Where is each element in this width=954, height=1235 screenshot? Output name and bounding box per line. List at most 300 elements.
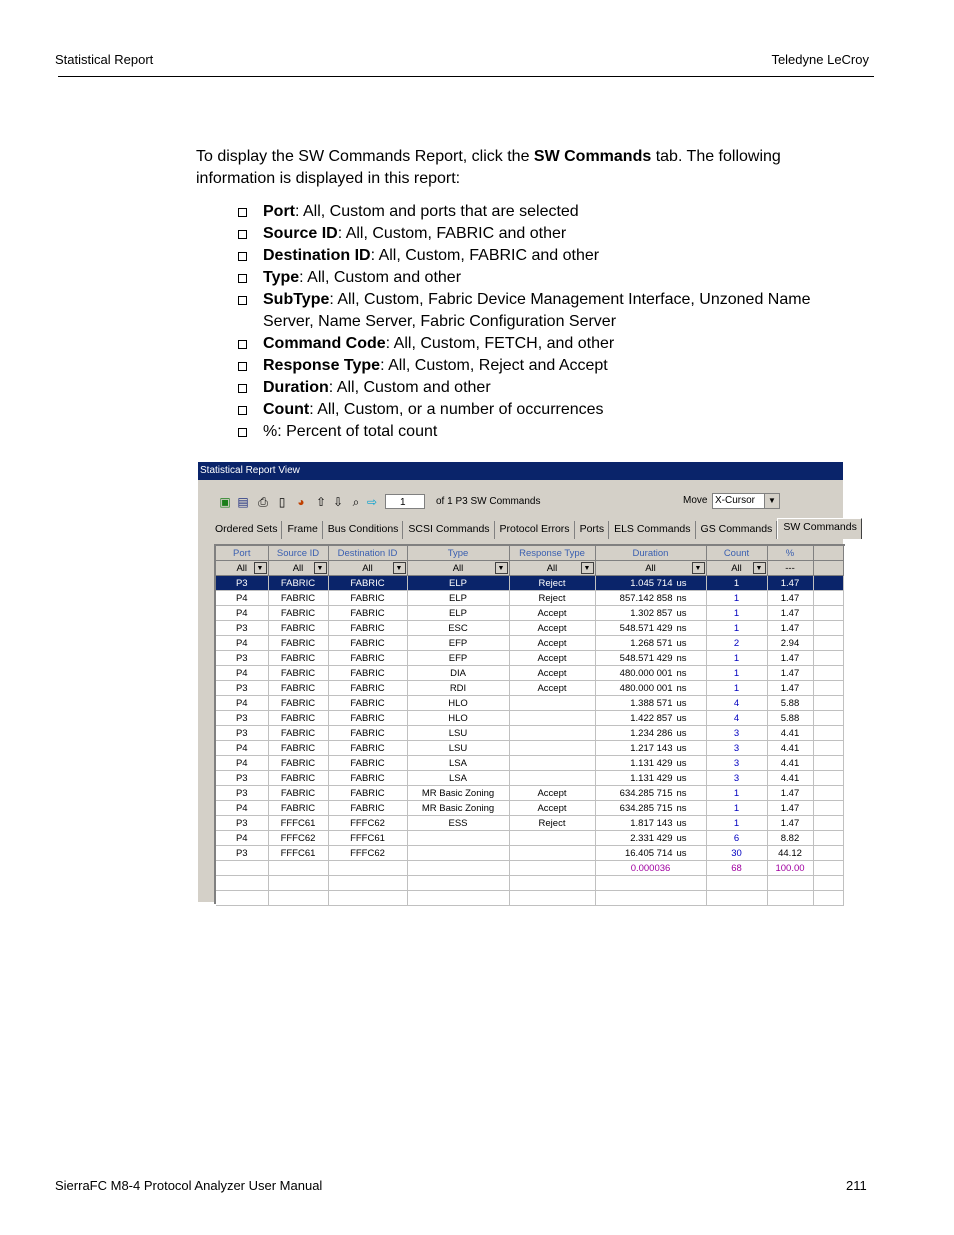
cell-empty (813, 606, 843, 621)
table-row[interactable] (216, 831, 843, 846)
cell-source-id: FABRIC (268, 696, 328, 711)
page-of-label: of 1 P3 SW Commands (436, 496, 541, 507)
cell-destination-id: FABRIC (328, 696, 407, 711)
tab-ports[interactable]: Ports (575, 521, 610, 539)
cell-type: EFP (407, 651, 509, 666)
cell-port: P3 (216, 576, 268, 591)
cell-port: P4 (216, 591, 268, 606)
color-settings-icon[interactable]: ◕ (297, 495, 305, 509)
cell-percent: 1.47 (767, 651, 813, 666)
cell-source-id: FABRIC (268, 726, 328, 741)
checkbox-bullet-icon (238, 252, 247, 261)
filter-value: All (546, 562, 558, 574)
checkbox-bullet-icon (238, 406, 247, 415)
cell-empty (813, 816, 843, 831)
cell-port: P3 (216, 651, 268, 666)
cell-type: ESC (407, 621, 509, 636)
cell-type: RDI (407, 681, 509, 696)
duration-unit: us (676, 772, 687, 784)
duration-unit: ns (676, 667, 687, 679)
table-row[interactable] (216, 816, 843, 831)
cell-duration (595, 726, 706, 741)
cell-response-type: Accept (509, 786, 595, 801)
cell-percent: 1.47 (767, 801, 813, 816)
cell-count: 6 (706, 831, 767, 846)
cell-duration (595, 801, 706, 816)
field-list-item (238, 333, 848, 355)
column-header[interactable]: Port (216, 546, 268, 561)
total-duration: 0.000036 (595, 861, 706, 876)
cell-count: 1 (706, 621, 767, 636)
cell-type: LSU (407, 726, 509, 741)
cell-duration (595, 696, 706, 711)
cell-port: P4 (216, 636, 268, 651)
cell-source-id: FFFC62 (268, 831, 328, 846)
cell-duration (595, 606, 706, 621)
table-row[interactable] (216, 786, 843, 801)
duration-value: 1.388 571 (630, 697, 673, 709)
field-term: Destination ID (263, 247, 371, 264)
cell-port: P3 (216, 771, 268, 786)
table-row[interactable] (216, 666, 843, 681)
cell-port: P3 (216, 711, 268, 726)
report-tabs (210, 520, 862, 538)
page-number: 211 (846, 1178, 867, 1193)
tab-gs-commands[interactable]: GS Commands (696, 521, 778, 539)
total-empty (268, 861, 328, 876)
empty-cell (706, 876, 767, 891)
cell-port: P3 (216, 816, 268, 831)
field-term: Port (263, 203, 295, 220)
duration-value: 1.131 429 (630, 772, 673, 784)
tab-bus-conditions[interactable]: Bus Conditions (323, 521, 404, 539)
column-header[interactable]: Type (407, 546, 509, 561)
empty-cell (813, 876, 843, 891)
empty-cell (813, 891, 843, 906)
duration-value: 634.285 715 (619, 787, 673, 799)
cell-type (407, 846, 509, 861)
table-row[interactable] (216, 801, 843, 816)
empty-cell (328, 891, 407, 906)
cell-empty (813, 621, 843, 636)
empty-cell (767, 876, 813, 891)
cell-destination-id: FABRIC (328, 801, 407, 816)
filter-value: All (731, 562, 742, 574)
cell-type: ELP (407, 576, 509, 591)
tab-els-commands[interactable]: ELS Commands (609, 521, 695, 539)
table-row[interactable] (216, 621, 843, 636)
column-header[interactable]: % (767, 546, 813, 561)
table-row[interactable] (216, 696, 843, 711)
cell-percent: 4.41 (767, 726, 813, 741)
cell-duration (595, 831, 706, 846)
cell-percent: 2.94 (767, 636, 813, 651)
total-row (216, 861, 843, 876)
cell-type: MR Basic Zoning (407, 786, 509, 801)
cell-percent: 1.47 (767, 681, 813, 696)
total-empty (509, 861, 595, 876)
cell-source-id: FABRIC (268, 681, 328, 696)
checkbox-bullet-icon (238, 362, 247, 371)
field-list-item (238, 399, 848, 421)
filter-empty (813, 561, 843, 576)
table-row[interactable] (216, 681, 843, 696)
field-list-item (238, 421, 848, 443)
duration-unit: ns (676, 787, 687, 799)
cell-destination-id: FABRIC (328, 681, 407, 696)
move-select-value: X-Cursor (715, 495, 756, 506)
duration-unit: us (676, 577, 687, 589)
field-description: : All, Custom, FETCH, and other (385, 335, 615, 352)
cell-count: 1 (706, 681, 767, 696)
cell-source-id: FABRIC (268, 621, 328, 636)
checkbox-bullet-icon (238, 340, 247, 349)
cell-source-id: FFFC61 (268, 846, 328, 861)
duration-unit: us (676, 697, 687, 709)
report-grid (214, 544, 845, 904)
empty-row (216, 876, 843, 891)
tab-sw-commands[interactable]: SW Commands (777, 518, 862, 539)
cell-percent: 4.41 (767, 771, 813, 786)
column-header-row (216, 546, 843, 561)
empty-row (216, 891, 843, 906)
cell-count: 4 (706, 696, 767, 711)
cell-port: P3 (216, 786, 268, 801)
field-list (238, 201, 848, 443)
duration-value: 634.285 715 (619, 802, 673, 814)
excel-export-icon[interactable]: ▣ (219, 495, 231, 509)
total-empty (813, 861, 843, 876)
field-description: : All, Custom, FABRIC and other (337, 225, 567, 242)
column-filter[interactable] (407, 561, 509, 576)
duration-value: 1.817 143 (630, 817, 673, 829)
cell-duration (595, 771, 706, 786)
chevron-down-icon[interactable]: ▼ (495, 562, 508, 574)
cell-response-type (509, 726, 595, 741)
duration-value: 1.217 143 (630, 742, 673, 754)
total-empty (328, 861, 407, 876)
cell-empty (813, 831, 843, 846)
column-filter[interactable] (767, 561, 813, 576)
save-icon[interactable]: ▤ (237, 495, 249, 509)
cell-empty (813, 741, 843, 756)
field-description: : All, Custom and ports that are selected (295, 203, 579, 220)
duration-value: 857.142 858 (619, 592, 673, 604)
cell-type: HLO (407, 696, 509, 711)
total-count: 68 (706, 861, 767, 876)
cell-percent: 1.47 (767, 816, 813, 831)
empty-cell (595, 876, 706, 891)
chevron-down-icon[interactable]: ▼ (393, 562, 406, 574)
column-filter[interactable] (328, 561, 407, 576)
cell-duration (595, 786, 706, 801)
tab-frame[interactable]: Frame (282, 521, 322, 539)
cell-port: P3 (216, 681, 268, 696)
duration-value: 16.405 714 (624, 847, 673, 859)
table-row[interactable] (216, 741, 843, 756)
cell-percent: 44.12 (767, 846, 813, 861)
intro-paragraph (196, 146, 836, 190)
arrow-down-icon[interactable]: ⇩ (332, 495, 344, 509)
field-description: : All, Custom and other (328, 379, 491, 396)
column-header[interactable]: Response Type (509, 546, 595, 561)
column-header[interactable]: Source ID (268, 546, 328, 561)
cell-source-id: FABRIC (268, 711, 328, 726)
cell-count: 1 (706, 786, 767, 801)
empty-cell (216, 876, 268, 891)
table-row[interactable] (216, 771, 843, 786)
table-row[interactable] (216, 756, 843, 771)
go-to-page-icon[interactable]: ⇨ (366, 495, 378, 509)
cell-response-type (509, 711, 595, 726)
cell-empty (813, 636, 843, 651)
field-term: Duration (263, 379, 329, 396)
page-number-input[interactable]: 1 (385, 494, 425, 509)
cell-destination-id: FABRIC (328, 651, 407, 666)
field-term: Count (263, 401, 310, 418)
column-header[interactable]: Count (706, 546, 767, 561)
cell-percent: 1.47 (767, 591, 813, 606)
empty-cell (407, 876, 509, 891)
cell-destination-id: FABRIC (328, 726, 407, 741)
table-row[interactable] (216, 726, 843, 741)
cell-response-type (509, 846, 595, 861)
cell-count: 1 (706, 606, 767, 621)
tab-ordered-sets[interactable]: Ordered Sets (210, 521, 282, 539)
cell-source-id: FABRIC (268, 651, 328, 666)
table-row[interactable] (216, 846, 843, 861)
field-description: : All, Custom, Reject and Accept (380, 357, 608, 374)
print-preview-icon[interactable]: ▯ (278, 495, 286, 509)
field-list-item (238, 355, 848, 377)
cell-source-id: FABRIC (268, 801, 328, 816)
duration-unit: ns (676, 802, 687, 814)
table-row[interactable] (216, 651, 843, 666)
cell-empty (813, 771, 843, 786)
field-term: Command Code (263, 335, 386, 352)
cell-source-id: FABRIC (268, 666, 328, 681)
column-filter[interactable] (509, 561, 595, 576)
column-filter[interactable] (268, 561, 328, 576)
statistical-report-window (198, 462, 857, 902)
sw-commands-table (216, 546, 844, 906)
duration-value: 480.000 001 (619, 667, 673, 679)
cell-destination-id: FABRIC (328, 711, 407, 726)
cell-percent: 4.41 (767, 741, 813, 756)
duration-value: 548.571 429 (619, 622, 673, 634)
cell-percent: 1.47 (767, 666, 813, 681)
duration-unit: us (676, 832, 687, 844)
column-header-empty (813, 546, 843, 561)
cell-duration (595, 816, 706, 831)
duration-value: 480.000 001 (619, 682, 673, 694)
field-list-item (238, 377, 848, 399)
cell-port: P4 (216, 831, 268, 846)
table-row[interactable] (216, 711, 843, 726)
empty-cell (216, 891, 268, 906)
chevron-down-icon[interactable]: ▼ (254, 562, 267, 574)
chevron-down-icon[interactable]: ▼ (314, 562, 327, 574)
cell-port: P4 (216, 741, 268, 756)
cell-response-type: Reject (509, 816, 595, 831)
total-empty (216, 861, 268, 876)
duration-value: 1.302 857 (630, 607, 673, 619)
cell-count: 30 (706, 846, 767, 861)
filter-value: All (292, 562, 304, 574)
tab-scsi-commands[interactable]: SCSI Commands (403, 521, 494, 539)
field-list-item (238, 267, 848, 289)
cell-response-type (509, 831, 595, 846)
table-row[interactable] (216, 636, 843, 651)
cell-response-type (509, 756, 595, 771)
field-term: Type (263, 269, 300, 286)
cell-port: P3 (216, 621, 268, 636)
cell-duration (595, 711, 706, 726)
cell-type: MR Basic Zoning (407, 801, 509, 816)
column-filter[interactable] (706, 561, 767, 576)
footer-title: SierraFC M8-4 Protocol Analyzer User Manual (55, 1178, 323, 1193)
cell-count: 1 (706, 816, 767, 831)
cell-empty (813, 696, 843, 711)
cell-port: P4 (216, 666, 268, 681)
cell-empty (813, 666, 843, 681)
empty-cell (767, 891, 813, 906)
cell-port: P4 (216, 606, 268, 621)
duration-value: 548.571 429 (619, 652, 673, 664)
cell-count: 2 (706, 636, 767, 651)
duration-unit: us (676, 742, 687, 754)
zoom-icon[interactable]: ⌕ (352, 495, 360, 509)
cell-percent: 1.47 (767, 621, 813, 636)
cell-empty (813, 651, 843, 666)
duration-unit: us (676, 727, 687, 739)
cell-source-id: FABRIC (268, 606, 328, 621)
arrow-up-icon[interactable]: ⇧ (315, 495, 327, 509)
duration-value: 1.131 429 (630, 757, 673, 769)
cell-type: LSA (407, 771, 509, 786)
field-list-item (238, 201, 848, 223)
cell-source-id: FABRIC (268, 636, 328, 651)
cell-destination-id: FABRIC (328, 636, 407, 651)
filter-value: All (362, 562, 373, 574)
move-label: Move (683, 495, 708, 506)
chevron-down-icon[interactable]: ▼ (692, 562, 705, 574)
table-row[interactable] (216, 606, 843, 621)
cell-response-type: Accept (509, 606, 595, 621)
cell-duration (595, 636, 706, 651)
checkbox-bullet-icon (238, 296, 247, 305)
cell-destination-id: FABRIC (328, 771, 407, 786)
duration-value: 1.234 286 (630, 727, 673, 739)
move-select[interactable] (712, 493, 780, 509)
cell-type: LSU (407, 741, 509, 756)
cell-percent: 5.88 (767, 696, 813, 711)
duration-unit: ns (676, 622, 687, 634)
cell-count: 1 (706, 666, 767, 681)
duration-unit: us (676, 637, 687, 649)
cell-source-id: FABRIC (268, 786, 328, 801)
cell-percent: 1.47 (767, 786, 813, 801)
cell-type: ELP (407, 606, 509, 621)
chevron-down-icon[interactable]: ▼ (581, 562, 594, 574)
duration-value: 1.045 714 (630, 577, 673, 589)
column-header[interactable]: Destination ID (328, 546, 407, 561)
cell-type: EFP (407, 636, 509, 651)
chevron-down-icon[interactable]: ▼ (753, 562, 766, 574)
checkbox-bullet-icon (238, 384, 247, 393)
cell-response-type: Reject (509, 576, 595, 591)
cell-count: 3 (706, 771, 767, 786)
field-description: : All, Custom, Fabric Device Management Interface, Unzoned Name Server, Name Server, Fabric Configuration Server (263, 291, 811, 330)
field-description: : All, Custom and other (299, 269, 462, 286)
cell-response-type: Accept (509, 636, 595, 651)
cell-destination-id: FABRIC (328, 666, 407, 681)
cell-duration (595, 681, 706, 696)
tab-protocol-errors[interactable]: Protocol Errors (495, 521, 575, 539)
cell-source-id: FABRIC (268, 756, 328, 771)
cell-count: 3 (706, 726, 767, 741)
duration-unit: us (676, 817, 687, 829)
cell-count: 3 (706, 741, 767, 756)
cell-response-type: Accept (509, 621, 595, 636)
cell-count: 3 (706, 756, 767, 771)
cell-destination-id: FFFC61 (328, 831, 407, 846)
window-title: Statistical Report View (198, 462, 843, 480)
cell-empty (813, 756, 843, 771)
column-filter[interactable] (216, 561, 268, 576)
cell-destination-id: FABRIC (328, 621, 407, 636)
cell-count: 1 (706, 576, 767, 591)
cell-empty (813, 681, 843, 696)
intro-bold: SW Commands (533, 148, 652, 165)
column-filter[interactable] (595, 561, 706, 576)
cell-count: 1 (706, 591, 767, 606)
cell-count: 4 (706, 711, 767, 726)
cell-response-type (509, 771, 595, 786)
duration-value: 1.422 857 (630, 712, 673, 724)
cell-type: LSA (407, 756, 509, 771)
duration-unit: us (676, 847, 687, 859)
cell-duration (595, 666, 706, 681)
cell-destination-id: FFFC62 (328, 816, 407, 831)
empty-cell (509, 891, 595, 906)
cell-source-id: FABRIC (268, 576, 328, 591)
table-row[interactable] (216, 576, 843, 591)
checkbox-bullet-icon (238, 428, 247, 437)
table-row[interactable] (216, 591, 843, 606)
cell-percent: 1.47 (767, 576, 813, 591)
field-description: : All, Custom, or a number of occurrences (309, 401, 604, 418)
field-description: %: Percent of total count (263, 423, 438, 440)
field-term: Response Type (263, 357, 381, 374)
cell-percent: 1.47 (767, 606, 813, 621)
intro-suffix: tab. The following information is displayed in this report: (196, 148, 781, 187)
cell-response-type: Accept (509, 666, 595, 681)
toolbar (198, 492, 843, 512)
cell-source-id: FABRIC (268, 741, 328, 756)
cell-duration (595, 651, 706, 666)
empty-cell (595, 891, 706, 906)
filter-row (216, 561, 843, 576)
cell-type (407, 831, 509, 846)
cell-response-type: Accept (509, 801, 595, 816)
header-rule (58, 76, 874, 77)
chevron-down-icon[interactable]: ▼ (764, 494, 779, 508)
print-icon[interactable]: ⎙ (258, 495, 268, 509)
filter-value: All (236, 562, 248, 574)
column-header[interactable]: Duration (595, 546, 706, 561)
intro-prefix: To display the SW Commands Report, click the (196, 148, 534, 165)
